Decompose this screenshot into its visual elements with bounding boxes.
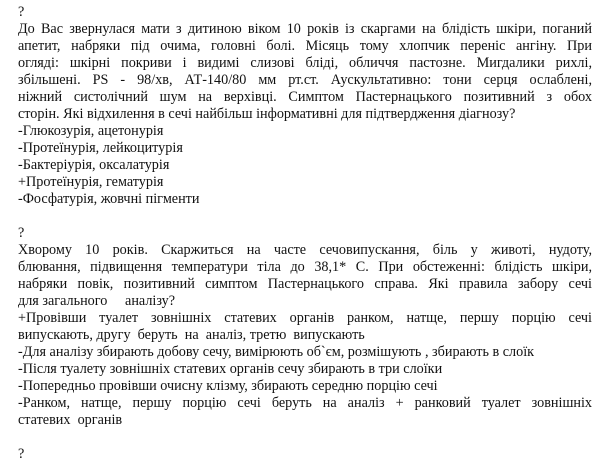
answer-option: -Попередньо провівши очисну клізму, збирають середню порцію сечі <box>18 378 438 394</box>
answer-option: -Після туалету зовнішніх статевих органів сечу збирають в три слоїки <box>18 361 443 377</box>
question-block-1 <box>18 4 592 208</box>
question-text-line: Хворому 10 років. Скаржиться на часте сечовипускання, біль у животі, нудоту, <box>18 242 592 258</box>
question-text-line: блювання, підвищення температури тіла до 38,1* С. При обстеженні: блідість шкіри, <box>18 259 592 275</box>
answer-option: -Фосфатурія, жовчні пігменти <box>18 191 200 207</box>
answer-option-continuation: випускають, другу беруть на аналіз, третю випускають <box>18 327 365 343</box>
question-text-line: огляді: шкірні покриви і видимі слизові бліді, обличчя пастозне. Мигдалики рихлі, <box>18 55 592 71</box>
question-text-line: збільшені. PS - 98/хв, АТ-140/80 мм рт.ст. Аускультативно: тони серця ослаблені, <box>18 72 592 88</box>
paragraph-gap <box>18 208 592 225</box>
answer-option: -Ранком, натще, першу порцію сечі беруть на аналіз + ранковий туалет зовнішніх <box>18 395 592 411</box>
answer-option: -Бактеріурія, оксалатурія <box>18 157 170 173</box>
answer-option-correct: +Протеїнурія, гематурія <box>18 174 164 190</box>
question-block-2 <box>18 225 592 429</box>
question-text-line: набряки повік, позитивний симптом Пастернацького справа. Які правила забору сечі <box>18 276 592 292</box>
answer-option: -Глюкозурія, ацетонурія <box>18 123 164 139</box>
question-text-line: сторін. Які відхилення в сечі найбільш інформативні для підтвердження діагнозу? <box>18 106 516 122</box>
question-marker: ? <box>18 446 25 462</box>
question-marker: ? <box>18 225 25 241</box>
paragraph-gap <box>18 429 592 446</box>
question-marker: ? <box>18 4 25 20</box>
document-page <box>18 4 592 463</box>
question-text-line: апетит, набряки під очима, головні болі. Місяць тому хлопчик переніс ангіну. При <box>18 38 592 54</box>
question-text-line: для загального аналізу? <box>18 293 176 309</box>
question-text-line: ніжний систолічний шум на верхівці. Симптом Пастернацького позитивний з обох <box>18 89 592 105</box>
answer-option-continuation: статевих органів <box>18 412 123 428</box>
answer-option-correct: +Провівши туалет зовнішніх статевих органів ранком, натще, першу порцію сечі <box>18 310 592 326</box>
answer-option: -Для аналізу збирають добову сечу, вимірюють об`єм, розмішують , збирають в слоїк <box>18 344 535 360</box>
answer-option: -Протеїнурія, лейкоцитурія <box>18 140 183 156</box>
question-text-line: До Вас звернулася мати з дитиною віком 10 років із скаргами на блідість шкіри, поганий <box>18 21 592 37</box>
